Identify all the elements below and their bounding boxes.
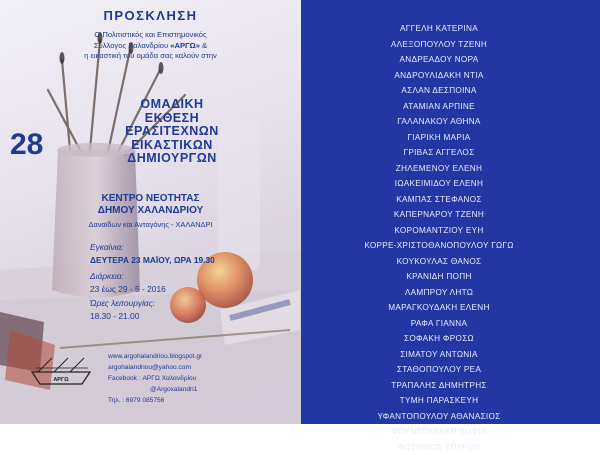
exhibition-number: 28 [10, 128, 43, 162]
blog-link[interactable]: www.argohalandriou.blogspot.gr [108, 353, 202, 360]
artist-name: ΑΣΛΑΝ ΔΕΣΠΟΙΝΑ [359, 83, 519, 99]
artist-name: ΣΟΦΑΚΗ ΦΡΟΣΩ [359, 331, 519, 347]
title-line-3: ΕΡΑΣΙΤΕΧΝΩΝ [72, 125, 272, 139]
artist-name: ΣΙΜΑΤΟΥ ΑΝΤΩΝΙΑ [359, 347, 519, 363]
artist-name: ΤΥΜΗ ΠΑΡΑΣΚΕΥΗ [359, 393, 519, 409]
artist-name: ΚΟΥΚΟΥΛΑΣ ΘΑΝΟΣ [359, 254, 519, 270]
artist-name: ΑΛΕΞΟΠΟΥΛΟΥ ΤΖΕΝΗ [359, 37, 519, 53]
opening-value: ΔΕΥΤΕΡΑ 23 ΜΑΪΟΥ, ΩΡΑ 19.30 [90, 255, 215, 265]
intro-line-1: Ο Πολιτιστικός και Επιστημονικός [0, 30, 301, 41]
hours-label: Ώρες λειτουργίας: [90, 298, 155, 308]
artist-name: ΦΟΥΝΤΟΥΛΑΚΗ ΣΟΦΙΑ [359, 424, 519, 440]
artists-panel [301, 0, 600, 424]
artist-name: ΑΓΓΕΛΗ ΚΑΤΕΡΙΝΑ [359, 21, 519, 37]
artist-name: ΓΡΙΒΑΣ ΑΓΓΕΛΟΣ [359, 145, 519, 161]
intro-line-2 [0, 41, 301, 52]
intro-line-2-pre: Σύλλογος Χαλανδρίου [94, 41, 170, 50]
artist-name: ΦΩΤΕΙΝΟΣ ΣΠΥΡΟΣ [359, 440, 519, 455]
intro-line-2-post: & [200, 41, 207, 50]
artist-name: ΚΡΑΝΙΔΗ ΠΟΠΗ [359, 269, 519, 285]
invitation-heading: ΠΡΟΣΚΛΗΣΗ [0, 8, 301, 23]
title-line-2: ΕΚΘΕΣΗ [72, 112, 272, 126]
artist-name: ΑΝΔΡΕΑΔΟΥ ΝΟΡΑ [359, 52, 519, 68]
title-line-5: ΔΗΜΙΟΥΡΓΩΝ [72, 152, 272, 166]
artist-name: ΚΟΡΡΕ-ΧΡΙΣΤΟΘΑΝΟΠΟΥΛΟΥ ΓΩΓΩ [359, 238, 519, 254]
invitation-intro [0, 30, 301, 62]
facebook-link[interactable]: Facebook : ΑΡΓΩ Χαλανδρίου [108, 375, 196, 382]
phone-number: Τηλ. : 6979 085756 [108, 397, 164, 404]
artist-name: ΤΡΑΠΑΛΗΣ ΔΗΜΗΤΡΗΣ [359, 378, 519, 394]
duration-value: 23 έως 29 - 5 - 2016 [90, 284, 166, 294]
venue-name [0, 193, 301, 217]
artist-name: ΡΑΦΑ ΓΙΑΝΝΑ [359, 316, 519, 332]
venue-line-2: ΔΗΜΟΥ ΧΑΛΑΝΔΡΙΟΥ [0, 205, 301, 217]
invitation-panel [0, 0, 301, 424]
opening-label: Εγκαίνια: [90, 242, 124, 252]
artists-list [359, 21, 519, 455]
intro-line-3: η εικαστική του ομάδα σας καλούν στην [0, 51, 301, 62]
duration-label: Διάρκεια: [90, 271, 124, 281]
artist-name: ΓΑΛΑΝΑΚΟΥ ΑΘΗΝΑ [359, 114, 519, 130]
artist-name: ΚΑΠΕΡΝΑΡΟΥ ΤΖΕΝΗ [359, 207, 519, 223]
venue-line-1: ΚΕΝΤΡΟ ΝΕΟΤΗΤΑΣ [0, 193, 301, 205]
artist-name: ΓΙΑΡΙΚΗ ΜΑΡΙΑ [359, 130, 519, 146]
venue-address: Δαναϊδων και Ανταγόνης - ΧΑΛΑΝΔΡΙ [0, 220, 301, 229]
title-line-4: ΕΙΚΑΣΤΙΚΩΝ [72, 139, 272, 153]
club-name: «ΑΡΓΩ» [170, 41, 200, 50]
artist-name: ΑΝΔΡΟΥΛΙΔΑΚΗ ΝΤΙΑ [359, 68, 519, 84]
exhibition-title [72, 98, 272, 166]
artist-name: ΖΗΛΕΜΕΝΟΥ ΕΛΕΝΗ [359, 161, 519, 177]
hours-value: 18.30 - 21.00 [90, 311, 139, 321]
artist-name: ΛΑΜΠΡΟΥ ΛΗΤΩ [359, 285, 519, 301]
email-link[interactable]: argohalandriou@yahoo.com [108, 364, 191, 371]
twitter-handle[interactable]: @Argoxalandri1 [150, 386, 197, 393]
artist-name: ΥΦΑΝΤΟΠΟΥΛΟΥ ΑΘΑΝΑΣΙΟΣ [359, 409, 519, 425]
artist-name: ΙΩΑΚΕΙΜΙΔΟΥ ΕΛΕΝΗ [359, 176, 519, 192]
artist-name: ΑΤΑΜΙΑΝ ΑΡΠΙΝΕ [359, 99, 519, 115]
artist-name: ΣΤΑΘΟΠΟΥΛΟΥ ΡΕΑ [359, 362, 519, 378]
artist-name: ΜΑΡΑΓΚΟΥΔΑΚΗ ΕΛΕΝΗ [359, 300, 519, 316]
svg-text:ΑΡΓΩ: ΑΡΓΩ [53, 377, 69, 383]
artist-name: ΚΑΜΠΑΣ ΣΤΕΦΑΝΟΣ [359, 192, 519, 208]
title-line-1: ΟΜΑΔΙΚΗ [72, 98, 272, 112]
artist-name: ΚΟΡΟΜΑΝΤΖΙΟΥ ΕΥΗ [359, 223, 519, 239]
